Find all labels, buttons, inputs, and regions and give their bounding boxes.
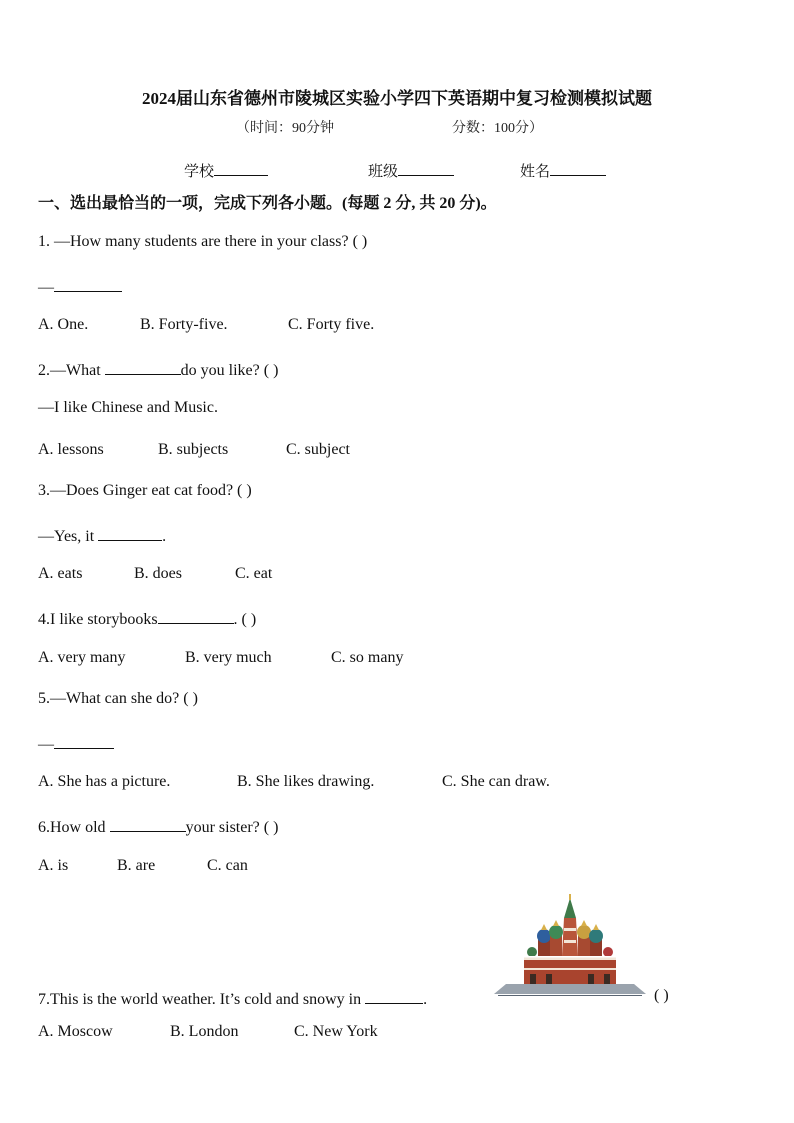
q7-option-b[interactable]: B. London: [170, 1023, 239, 1040]
q7-answer-paren[interactable]: ( ): [654, 987, 669, 1004]
name-blank[interactable]: [550, 159, 606, 176]
q6-stem-end: your sister? ( ): [185, 819, 279, 836]
q7-blank[interactable]: [365, 987, 423, 1004]
q5-answer-dash: —: [38, 736, 54, 753]
q6-option-c[interactable]: C. can: [207, 857, 248, 874]
q4-stem-start: 4.I like storybooks: [38, 611, 158, 628]
q2-option-b[interactable]: B. subjects: [158, 441, 229, 458]
section-heading: 一、选出最恰当的一项，完成下列各小题。(每题 2 分, 共 20 分)。: [38, 195, 497, 212]
exam-score: 分数：100分）: [452, 121, 543, 136]
q7-stem-start: 7.This is the world weather. It’s cold and snowy in: [38, 991, 362, 1008]
q1-answer-dash: —: [38, 279, 54, 296]
q6-stem: [38, 815, 278, 837]
name-label: 姓名: [520, 164, 551, 180]
q3-stem: 3.—Does Ginger eat cat food? ( ): [38, 482, 252, 499]
q3-option-a[interactable]: A. eats: [38, 565, 83, 582]
q5-answer-blank[interactable]: [54, 732, 114, 749]
q2-stem-end: do you like? ( ): [180, 362, 279, 379]
q5-stem: 5.—What can she do? ( ): [38, 690, 198, 707]
q2-blank[interactable]: [105, 358, 181, 375]
exam-time: （时间：90分钟: [236, 121, 334, 136]
q3-option-b[interactable]: B. does: [134, 565, 182, 582]
q4-option-a[interactable]: A. very many: [38, 649, 126, 666]
q2-stem-start: 2.—What: [38, 362, 101, 379]
q7-stem-end: .: [423, 991, 428, 1008]
school-blank[interactable]: [214, 159, 268, 176]
q1-stem: 1. —How many students are there in your class? ( ): [38, 233, 368, 250]
q7-stem: [38, 987, 427, 1009]
class-field: [368, 159, 454, 181]
q4-stem: [38, 607, 256, 629]
q4-blank[interactable]: [158, 607, 234, 624]
q4-option-c[interactable]: C. so many: [331, 649, 404, 666]
q1-option-a[interactable]: A. One.: [38, 316, 89, 333]
cathedral-image: [494, 894, 646, 996]
q3-answer-start: —Yes, it: [38, 528, 95, 545]
school-field: [184, 159, 268, 181]
q1-option-c[interactable]: C. Forty five.: [288, 316, 375, 333]
q5-option-c[interactable]: C. She can draw.: [442, 773, 550, 790]
class-label: 班级: [368, 164, 399, 180]
q6-option-b[interactable]: B. are: [117, 857, 156, 874]
q6-option-a[interactable]: A. is: [38, 857, 69, 874]
q2-answer: —I like Chinese and Music.: [38, 399, 218, 416]
q1-answer: [38, 275, 122, 297]
q2-option-a[interactable]: A. lessons: [38, 441, 104, 458]
q2-stem: [38, 358, 278, 380]
class-blank[interactable]: [398, 159, 454, 176]
q1-answer-blank[interactable]: [54, 275, 122, 292]
q3-answer: [38, 524, 166, 546]
q5-answer: [38, 732, 114, 754]
page-title: 2024届山东省德州市陵城区实验小学四下英语期中复习检测模拟试题: [142, 89, 652, 108]
q7-option-a[interactable]: A. Moscow: [38, 1023, 113, 1040]
q3-answer-end: .: [162, 528, 167, 545]
q7-option-c[interactable]: C. New York: [294, 1023, 378, 1040]
q3-option-c[interactable]: C. eat: [235, 565, 273, 582]
q5-option-b[interactable]: B. She likes drawing.: [237, 773, 375, 790]
q4-stem-end: . ( ): [233, 611, 257, 628]
q6-blank[interactable]: [110, 815, 186, 832]
q6-stem-start: 6.How old: [38, 819, 106, 836]
q4-option-b[interactable]: B. very much: [185, 649, 272, 666]
q5-option-a[interactable]: A. She has a picture.: [38, 773, 171, 790]
q2-option-c[interactable]: C. subject: [286, 441, 350, 458]
school-label: 学校: [184, 164, 215, 180]
q1-option-b[interactable]: B. Forty-five.: [140, 316, 228, 333]
q3-blank[interactable]: [98, 524, 162, 541]
name-field: [520, 159, 606, 181]
